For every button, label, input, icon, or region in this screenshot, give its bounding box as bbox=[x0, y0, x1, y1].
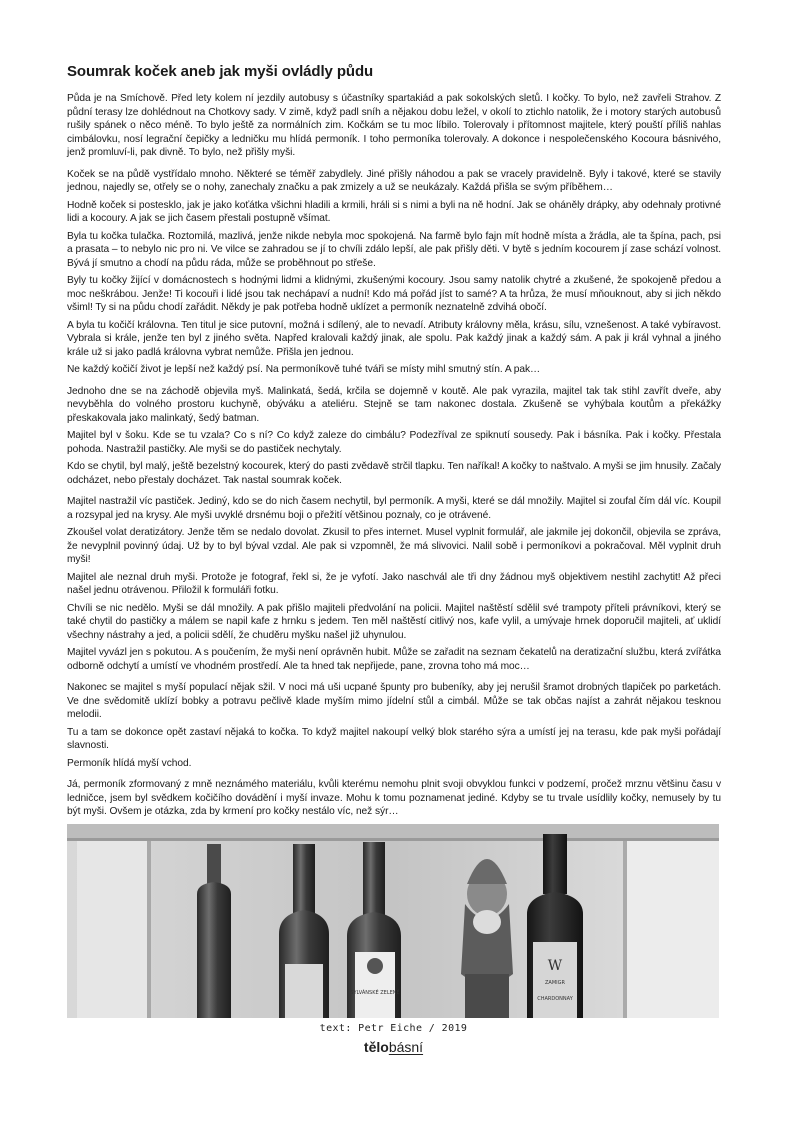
paragraph: Zkoušel volat deratizátory. Jenže těm se nedalo dovolat. Zkusil to přes internet. Musel vyplnit formulář, ale jakmile jej dokončil, objevila se zpráva, že nevyplnil povinný údaj. Už by to byl býval vzdal. Ale pak si vzpomněl, že má slivovici. Nalil sobě i permoníkovi a pokračoval. Měl vyplnit druh myši! bbox=[67, 527, 721, 565]
paragraph: Tu a tam se dokonce opět zastaví nějaká to kočka. To když majitel nakoupí velký blok starého sýra a umístí jej na terasu, kde pak myši pořádají slavnosti. bbox=[67, 726, 721, 751]
paragraph: Hodně koček si posteskl​o, jak je jako koťátka všichni hladili a krmili, hráli si s nimi a byli na ně hodní. Jak se oháněly drápky, aby odehnaly protivné lidi a kocoury. A jak se jich časem přestali postupně všímat. bbox=[67, 199, 721, 224]
paragraph: Já, permoník zformovaný z mně neznámého materiálu, kvůli kterému nemohu plnit svoji obvyklou funkci v podzemí, pročež mrznu většinu času v ledničce, jsem byl svědkem kočičího dovádění i myší invaze. Mohu k tomu poznamenat jediné. Kdyby se tu trvale usídlily kočky, nemusely by tu být myši. Ovšem je otázka, zda by krmení pro kočky nestálo víc, než sýr… bbox=[67, 779, 721, 817]
fridge-photo bbox=[67, 824, 719, 1018]
paragraph: Permoník hlídá myší vchod. bbox=[67, 757, 192, 769]
svg-text:W: W bbox=[547, 958, 563, 974]
article-body bbox=[67, 92, 721, 823]
paragraph: Majitel ale neznal druh myši. Protože je fotograf, řekl si, že je vyfotí. Jako naschvál ale tři dny žádnou myš objektivem nestihl zachytit! Až přeci našel jednu otrávenou. Přiložil k formuláři fotku. bbox=[67, 571, 721, 596]
bottle-variety-text: CHARDONNAY bbox=[537, 996, 573, 1002]
logo-part-light: básní bbox=[388, 1039, 424, 1055]
paragraph: Půda je na Smíchově. Před lety kolem ní jezdily autobusy s účastníky spartakiád a pak sokolských sletů. I kočky. To bylo, než zavřeli Strahov. Z půdní terasy lze dohlédnout na Chotkovy sady. V zimě, když padl sníh a nějakou dobu ležel, v okolí to ztichlo natolik, že i motory starých autobusů rušily spánek o něco méně. To bylo ještě za normálních zim. Kočkám se tu moc líbilo. Tolerovaly i přítomnost majitele, který pouští příliš nahlas cimbálovku, nosí legrační čepičky a ledničku mu hlídá permoník. I toho permoníka tolerovaly. A dokonce i nespolečenského Kocoura básnivého, jenž promluví-li, pak divně. To bylo, než přišly myši. bbox=[67, 93, 721, 158]
paragraph: Majitel nastražil víc pastiček. Jediný, kdo se do nich časem nechytil, byl permoník. A myši, které se dál množily. Majitel si zoufal čím dál víc. Koupil a rozsypal jed na krysy. Ale myši uvyklé drsnému boji o přežití většinou poznaly, co je otrávené. bbox=[67, 496, 721, 521]
publication-logo bbox=[0, 1039, 787, 1055]
paragraph: Byly tu kočky žijící v domácnostech s hodnými lidmi a klidnými, zkušenými kocoury. Jsou samy natolik chytré a zkušené, že spokojeně předou a moc neškrábou. Jenže! Ti kocouři i lidé jsou tak nechápaví a nudní! Kdo má pořád jíst to samé? A ta hrůza, že musí mňouknout, aby si jich někdo všiml! Ty si na půdu chodí zařádit. Někdy je pak potřeba hodně uklízet a permoník neznatelně zdvihá obočí. bbox=[67, 275, 721, 313]
paragraph: Chvíli se nic nedělo. Myši se dál množily. A pak přišlo majiteli předvolání na policii. Majitel naštěstí sdělil své trampoty příteli právníkovi, který se také chytil do pastičky a málem se napil kafe z hrnku s jedem. Ten měl naštěstí citlivý nos, kafe vylil, a umývaje hrnek doporučil majiteli, ať uklidí všechny nástrahy a jed, a policii sdělí, že chuděru myšku našel již uhynulou. bbox=[67, 602, 721, 641]
paragraph: Kdo se chytil, byl malý, ještě bezelstný kocourek, který do pasti zvědavě strčil tlapku. Ten naříkal! A kočky to naštvalo. A myši se jim hnusily. Začaly odcházet, nebo přestaly docházet. Tak nastal soumrak koček. bbox=[67, 461, 721, 486]
paragraph: Jednoho dne se na záchodě objevila myš. Malinkatá, šedá, krčila se dojemně v koutě. Ale pak vyrazila, majitel tak tak stihl zavřít dveře, aby nevyběhla do volného prostoru kuchyně, obýváku a ateliéru. Stejně se tam nakonec dostala. Zkušeně se vyhýbala koutům a překážky přeskakovala jako malinkatý, šedý batman. bbox=[67, 385, 721, 424]
paragraph: Majitel vyvázl jen s pokutou. A s poučením, že myši není oprávněn hubit. Může se zařadit na seznam čekatelů na deratizační službu, která zvířátka odborně odchytí a umístí ve vhodném prostředí. Ale ta hned tak nepřijede, pane, zrovna toho má moc… bbox=[67, 647, 721, 672]
paragraph: Majitel byl v šoku. Kde se tu vzala? Co s ní? Co když zaleze do cimbálu? Podezříval ze spiknutí sousedy. Pak i básníka. Pak i kočky. Přestala pohoda. Nastražil pastičky. Ale myši se do pastiček nechytaly. bbox=[67, 430, 721, 455]
logo-part-strong: tělo bbox=[363, 1039, 389, 1055]
bottle-label-text: SYLVÁNSKÉ ZELENÉ bbox=[350, 990, 400, 996]
author-credit: text: Petr Eiche / 2019 bbox=[319, 1023, 468, 1034]
bottle-brand-text: ZAMIGR bbox=[545, 980, 565, 986]
paragraph: Ne každý kočičí život je lepší než každý psí. Na permoníkově tuhé tváři se místy mihl smutný stín. A pak… bbox=[67, 364, 541, 375]
article-title: Soumrak koček aneb jak myši ovládly půdu bbox=[67, 63, 374, 80]
paragraph: Nakonec se majitel s myší populací nějak sžil. V noci má uši ucpané špunty pro bubeníky, aby jej nerušil šramot drobných tlapiček po parketách. Ve dne svědomitě uklízí bobky a potravu pečlivě klade myším mimo jídelní stůl a cimbál. Může se tak občas najíst a zahrát nějakou tesknou melodii. bbox=[67, 682, 721, 720]
paragraph: Koček se na půdě vystřídalo mnoho. Některé se téměř zabydlely. Jiné přišly náhodou a pak se vracely pravidelně. Byly i takové, které se stavily jednou, najedly se, otřely se o nohy, zanechaly značku a pak zmizely a už se neukázaly. Každá přišla se svým příběhem… bbox=[67, 168, 721, 193]
paragraph: A byla tu kočičí královna. Ten titul je sice putovní, možná i sdílený, ale to nevadí. Atributy královny měla, krásu, sílu, vznešenost. A také vybíravost. Vybrala si krále, jenže ten byl z jiného světa. Napřed kralovali každý jinak, ale spolu. Pak každý jinak a každý sám. A pak ji král vyhnal a jiného krále už si jako padlá královna vybrat nemůže. Přišla jen jednou. bbox=[67, 319, 721, 358]
paragraph: Byla tu kočka tulačka. Roztomilá, mazlivá, jenže nikde nebyla moc spokojená. Na farmě bylo fajn mít hodně místa a žrádla, ale ta špína, pach, psi a prasata – to nebylo nic pro ni. Ve vilce se zahradou se jí to chvíli zdálo lepší, ale pak přišly děti. V bytě s jedním kocourem jí zase schází volnost. Bývá jí smutno a chodí na půdu ráda, může se proběhnout po střeše. bbox=[67, 230, 721, 269]
